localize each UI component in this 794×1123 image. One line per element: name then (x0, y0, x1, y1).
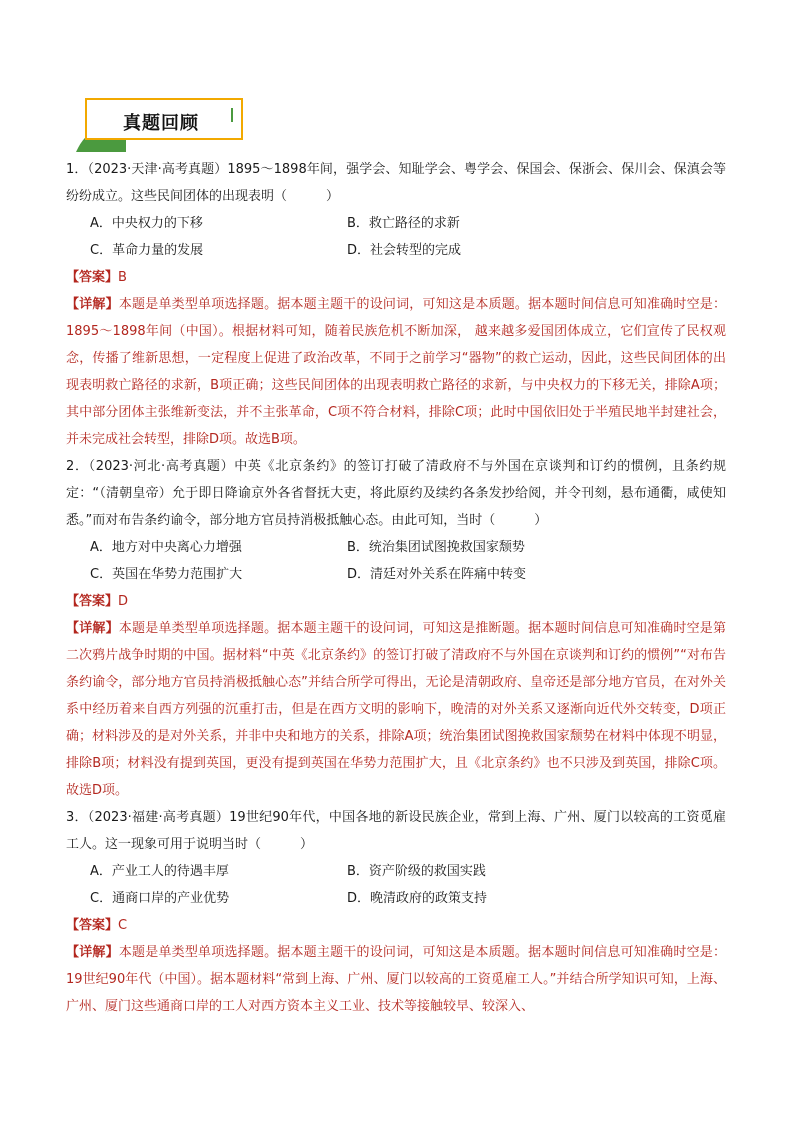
option-d: D．清廷对外关系在阵痛中转变 (347, 567, 527, 582)
answer-value: B (118, 270, 127, 285)
question-1 (66, 156, 726, 453)
explanation (66, 615, 726, 804)
answer-label: 【答案】 (66, 270, 119, 285)
explanation-text: 本题是单类型单项选择题。据本题主题干的设问词，可知这是本质题。据本题时间信息可知准确时空是：1895～1898年间（中国）。根据材料可知，随着民族危机不断加深， 越来越多爱国团体成立，它们宣传了民权观念，传播了维新思想，一定程度上促进了政治改革，不同于之前学习“器物”的救亡运动，因此，这些民间团体的出现表明救亡路径的求新，B项正确；这些民间团体的出现表明救亡路径的求新，与中央权力的下移无关，排除A项；其中部分团体主张维新变法，并不主张革命，C项不符合材料，排除C项；此时中国依旧处于半殖民地半封建社会，并未完成社会转型，排除D项。故选B项。 (66, 297, 726, 447)
explanation-text: 本题是单类型单项选择题。据本题主题干的设问词，可知这是推断题。据本题时间信息可知准确时空是第二次鸦片战争时期的中国。据材料“中英《北京条约》的签订打破了清政府不与外国在京谈判和订约的惯例”“对布告条约谕令，部分地方官员持消极抵触心态”并结合所学可得出，无论是清朝政府、皇帝还是部分地方官员，在对外关系中经历着来自西方列强的沉重打击，但是在西方文明的影响下，晚清的对外关系又逐渐向近代外交转变，D项正确；材料涉及的是对外关系，并非中央和地方的关系，排除A项；统治集团试图挽救国家颓势在材料中体现不明显，排除B项；材料没有提到英国，更没有提到英国在华势力范围扩大，且《北京条约》也不只涉及到英国，排除C项。故选D项。 (66, 621, 726, 798)
explanation-label: 【详解】 (66, 945, 119, 960)
question-stem: 2．（2023·河北·高考真题）中英《北京条约》的签订打破了清政府不与外国在京谈判和订约的惯例，且条约规定：“（清朝皇帝）允于即日降谕京外各省督抚大吏，将此原约及续约各条发抄给阅，并令刊刻，悬布通衢，咸使知悉。”而对布告条约谕令，部分地方官员持消极抵触心态。由此可知，当时（ ） (66, 459, 726, 528)
section-title-box (85, 98, 243, 140)
option-c: C．英国在华势力范围扩大 (90, 567, 243, 582)
option-a: A．产业工人的待遇丰厚 (90, 864, 229, 879)
question-list (66, 156, 726, 1020)
question-3 (66, 804, 726, 1020)
explanation-text: 本题是单类型单项选择题。据本题主题干的设问词，可知这是本质题。据本题时间信息可知准确时空是：19世纪90年代（中国）。据本题材料“常到上海、广州、厦门以较高的工资觅雇工人。”并结合所学知识可知，上海、广州、厦门这些通商口岸的工人对西方资本主义工业、技术等接触较早、较深入、 (66, 945, 726, 1014)
option-d: D．晚清政府的政策支持 (347, 891, 488, 906)
option-a: A．中央权力的下移 (90, 216, 203, 231)
answer-value: C (118, 918, 128, 933)
option-b: B．统治集团试图挽救国家颓势 (347, 540, 525, 555)
option-list (90, 210, 726, 264)
option-list (90, 534, 726, 588)
answer-line (66, 264, 726, 291)
question-stem: 3．（2023·福建·高考真题）19世纪90年代，中国各地的新设民族企业，常到上海、广州、厦门以较高的工资觅雇工人。这一现象可用于说明当时（ ） (66, 810, 726, 852)
answer-label: 【答案】 (66, 918, 119, 933)
question-2 (66, 453, 726, 804)
answer-value: D (118, 594, 129, 609)
explanation (66, 939, 726, 1020)
question-stem: 1．（2023·天津·高考真题）1895～1898年间，强学会、知耻学会、粤学会、保国会、保浙会、保川会、保滇会等纷纷成立。这些民间团体的出现表明（ ） (66, 162, 726, 204)
option-b: B．资产阶级的救国实践 (347, 864, 486, 879)
section-header (76, 96, 248, 150)
option-list (90, 858, 726, 912)
option-c: C．革命力量的发展 (90, 243, 204, 258)
answer-line (66, 912, 726, 939)
tick-decoration-icon (231, 108, 233, 122)
explanation (66, 291, 726, 453)
option-a: A．地方对中央离心力增强 (90, 540, 242, 555)
option-b: B．救亡路径的求新 (347, 216, 460, 231)
answer-label: 【答案】 (66, 594, 119, 609)
section-title: 真题回顾 (123, 113, 199, 134)
explanation-label: 【详解】 (66, 621, 119, 636)
answer-line (66, 588, 726, 615)
option-c: C．通商口岸的产业优势 (90, 891, 230, 906)
option-d: D．社会转型的完成 (347, 243, 462, 258)
explanation-label: 【详解】 (66, 297, 119, 312)
